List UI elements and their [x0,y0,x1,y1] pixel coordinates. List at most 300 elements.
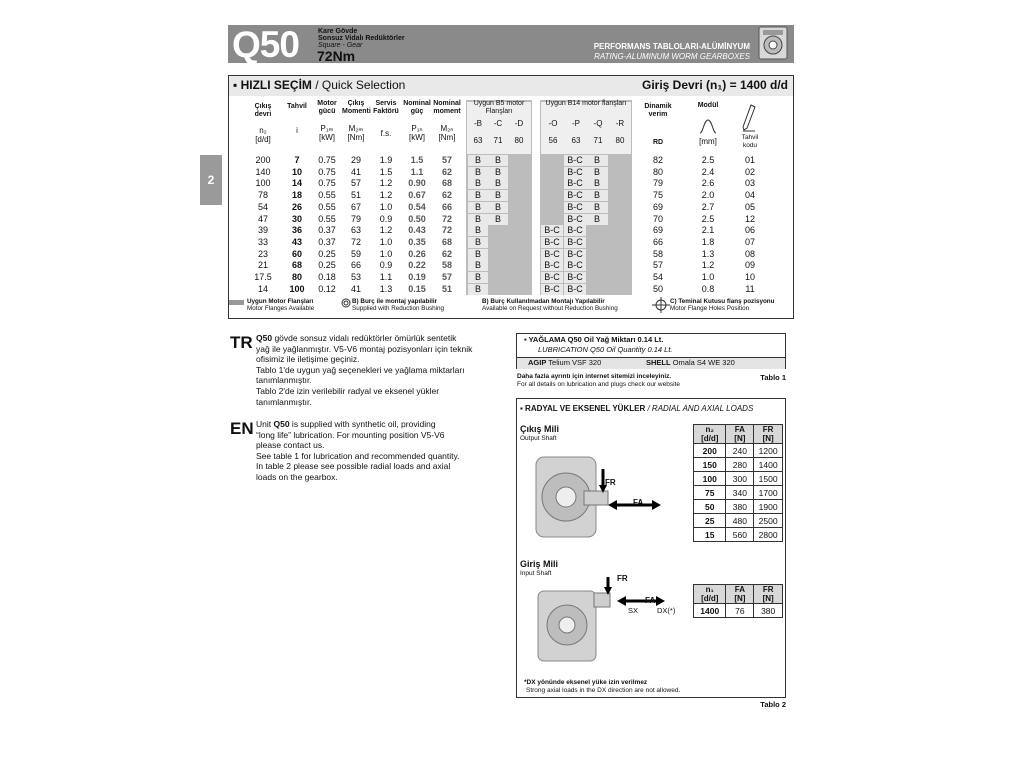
cell-m: 41 [350,283,361,294]
shell-oil [646,358,735,367]
cell-code: 07 [744,236,755,247]
hdr-kw: [kW] [319,133,335,142]
cell-b5: B [468,249,488,260]
cell-p: 0.12 [318,283,336,294]
input-loads-header-cell: FR [N] [754,585,783,604]
flange-position-icon [652,297,670,313]
text-en-line: is supplied with synthetic oil, providing [289,419,436,429]
cell-p: 0.55 [318,190,336,201]
shell-value: Omala S4 WE 320 [672,358,735,367]
text-tr-line: Tablo 2'de izin verilebilir radyal ve eksenel yükler [256,385,440,396]
input-loads-cell: 380 [754,604,783,618]
lang-en-badge: EN [230,419,254,438]
cell-pn: 0.26 [408,248,426,259]
cell-pn: 0.19 [408,272,426,282]
hdr-motor-gucu: Motor gücü [317,100,337,115]
legend-2-en: Supplied with Reduction Bushing [352,305,445,312]
cell-i: 7 [294,155,300,165]
cell-mn: 68 [441,236,452,247]
b14-code: -Q [593,119,603,128]
table-row [694,486,783,500]
cell-mn: 72 [441,213,452,224]
text-en-line: loads on the gearbox. [256,471,338,482]
output-loads-header-cell: FA [N] [726,425,754,444]
table-row [694,472,783,486]
output-loads-cell: 2500 [754,514,783,528]
cell-code: 10 [744,272,755,282]
cell-b5: B [468,214,488,225]
cell-b14: B [586,202,608,213]
text-tr-line: Tablo 1'de uygun yağ seçenekleri ve yağlama miktarları [256,364,465,375]
cell-i: 100 [289,283,305,294]
cell-n2: 54 [257,201,268,212]
cell-p: 0.55 [318,201,336,212]
b5-code: -B [474,119,482,128]
cell-b14: B-C [564,167,586,178]
cell-p: 0.37 [318,225,336,236]
output-loads-cell: 240 [726,444,754,458]
output-shaft-figure [522,447,672,547]
input-loads-header [694,585,783,604]
hdr-m: M₂ₘ [348,124,364,133]
cell-b5: B [488,190,508,201]
cell-b14: B [586,190,608,201]
output-loads-cell: 380 [726,500,754,514]
cell-fs: 1.5 [379,166,393,177]
cell-mn: 62 [441,166,452,177]
legend-1-en: Motor Flanges Available [247,305,315,312]
cell-fs: 1.2 [379,225,393,236]
input-loads-cell: 76 [726,604,754,618]
cell-rd: 80 [652,166,663,177]
output-loads-cell: 15 [694,528,726,542]
cell-fs: 0.9 [379,260,393,271]
shell-label: SHELL [646,358,671,367]
legend-4-en: Motor Flange Holes Position [670,305,750,312]
hdr-i: i [296,126,298,135]
cell-code: 12 [744,213,755,224]
cell-b14: B-C [564,155,586,166]
cell-code: 11 [745,283,755,294]
cell-code: 03 [744,178,755,189]
cell-mod: 1.0 [701,272,715,282]
cell-m: 41 [350,166,361,177]
cell-fs: 1.1 [379,272,393,282]
cell-i: 80 [291,272,302,282]
cell-pn: 0.22 [408,260,426,271]
loads-note-tr: *DX yönünde eksenel yüke izin verilmez [524,679,648,686]
hdr-nominal-guc: Nominal güç [403,100,431,115]
cell-fs: 1.3 [379,283,393,294]
cell-b5: B [468,237,488,248]
cell-n2: 140 [255,166,271,177]
hdr-cikis-devri: Çıkış devri [254,103,272,118]
cell-b5: B [488,167,508,178]
cell-b5: B [468,284,488,295]
cell-mn: 62 [441,190,452,201]
hdr-servis: Servis Faktörü [373,100,399,115]
b14-shade-white [541,102,631,154]
hdr-modul: Modül [697,102,719,109]
cell-rd: 50 [652,283,663,294]
input-loads-header-cell: n₁ [d/d] [694,585,726,604]
lubrication-note-en: For all details on lubrication and plugs check our website [517,381,680,388]
b14-code: -P [572,119,580,128]
output-loads-cell: 1400 [754,458,783,472]
b5-code: -C [493,119,503,128]
table-row [694,528,783,542]
lubrication-subtitle: LUBRICATION Q50 Oil Quantity 0.14 Lt. [538,345,673,354]
hdr-fs: f.s. [380,129,392,138]
section-tab: 2 [200,155,222,205]
hdr-tahvil-kodu: Tahvil kodu [741,134,759,149]
cell-mn: 58 [441,260,452,271]
cell-p: 0.18 [318,272,336,282]
hdr-nm-nom: [Nm] [438,133,456,142]
hdr-n2: n₂ [259,126,267,135]
header-subtitle-2: Sonsuz Vidalı Redüktörler [318,35,405,42]
cell-n2: 78 [257,190,268,201]
cell-m: 67 [350,201,361,212]
header-subtitle-3: Square - Gear [318,42,363,49]
cell-b5: B [468,190,488,201]
cell-fs: 1.0 [379,248,393,259]
cell-i: 36 [291,225,302,236]
b14-size: 63 [571,136,581,145]
cell-b14: B-C [564,260,586,271]
legend-1 [247,298,314,312]
legend-3 [482,298,618,312]
b14-size: 56 [548,136,558,145]
cell-m: 63 [350,225,361,236]
cell-i: 10 [291,166,302,177]
output-loads-cell: 50 [694,500,726,514]
input-shaft-title: Giriş Mili [520,559,559,569]
hdr-nm: [Nm] [347,133,365,142]
hdr-b5-title: Uygun B5 motor Flanşları [473,100,525,115]
loads-title-en: / RADIAL AND AXIAL LOADS [645,404,754,413]
cell-b14: B-C [541,237,563,248]
cell-i: 18 [291,190,302,201]
cell-rd: 82 [652,155,663,165]
cell-n2: 200 [255,155,271,165]
cell-b14: B-C [541,260,563,271]
cell-rd: 69 [652,225,663,236]
table-row [694,500,783,514]
cell-code: 06 [744,225,755,236]
text-en-line: See table 1 for lubrication and recommended quantity. [256,450,460,461]
cell-mod: 2.7 [701,201,715,212]
cell-m: 66 [350,260,361,271]
input-loads-table [693,584,783,618]
cell-b5: B [488,178,508,189]
cell-n2: 14 [257,283,268,294]
cell-m: 57 [350,178,361,189]
text-en-line: please contact us. [256,440,325,451]
cell-mn: 57 [441,155,452,165]
cell-n2: 33 [257,236,268,247]
cell-b14: B-C [541,249,563,260]
fa-label-output: FA [633,498,644,507]
cell-mod: 2.6 [701,178,715,189]
b5-code: -D [514,119,524,128]
hdr-n2-unit: [d/d] [255,135,271,144]
cell-b14: B [586,178,608,189]
output-loads-cell: 560 [726,528,754,542]
cell-i: 30 [291,213,302,224]
cell-p: 0.37 [318,236,336,247]
cell-n2: 21 [257,260,268,271]
header-torque: 72Nm [317,48,356,64]
cell-rd: 66 [652,236,663,247]
fr-label-input: FR [617,574,628,583]
cell-b5: B [488,202,508,213]
cell-p: 0.75 [318,178,336,189]
fa-label-input: FA [645,596,656,605]
output-loads-cell: 200 [694,444,726,458]
legend-3-en: Available on Request without Reduction Bushing [482,305,618,312]
cell-m: 53 [350,272,361,282]
loads-note-en: Strong axial loads in the DX direction are not allowed. [526,687,681,694]
output-loads-cell: 480 [726,514,754,528]
cell-mn: 68 [441,178,452,189]
text-en-line: “long life” lubrication. For mounting position V5-V6 [256,429,445,440]
cell-rd: 79 [652,178,663,189]
legend-4 [670,298,775,312]
cell-b5: B [468,155,488,166]
input-loads-header-cell: FA [N] [726,585,754,604]
cell-b5: B [468,202,488,213]
cell-m: 51 [350,190,361,201]
hdr-p: P₁ₘ [320,124,334,133]
cell-fs: 1.0 [379,201,393,212]
lubrication-title: ▪ YAĞLAMA Q50 Oil Yağ Miktarı 0.14 Lt. [524,335,664,344]
output-loads-cell: 100 [694,472,726,486]
cell-mn: 66 [441,201,452,212]
cell-n2: 17.5 [254,272,272,282]
hdr-cikis-momenti: Çıkış Momenti [342,100,371,115]
output-loads-header-cell: FR [N] [754,425,783,444]
cell-b14: B-C [564,225,586,236]
cell-mn: 57 [441,272,452,282]
cell-mn: 62 [441,248,452,259]
cell-b5: B [488,155,508,166]
title-tr: ▪ HIZLI SEÇİM [233,78,312,92]
cell-b14: B-C [564,272,586,283]
lubrication-title-text: YAĞLAMA Q50 Oil Yağ Miktarı 0.14 Lt. [528,335,664,344]
lang-tr-badge: TR [230,333,253,352]
output-loads-cell: 300 [726,472,754,486]
table-1-label: Tablo 1 [760,373,786,382]
output-loads-table [693,424,783,542]
output-loads-cell: 1700 [754,486,783,500]
cell-pn: 0.67 [408,190,426,201]
header-right-title: PERFORMANS TABLOLARI-ALÜMİNYUM [593,42,750,51]
fr-label-output: FR [605,478,616,487]
cell-rd: 57 [652,260,663,271]
cell-fs: 1.9 [379,155,393,165]
b14-code: -O [548,119,558,128]
cell-b5: B [468,260,488,271]
header-subtitle-1: Kare Gövde [318,28,358,35]
model-title: Q50 [232,24,299,65]
cell-mn: 72 [441,225,452,236]
loads-title-tr: ▪ RADYAL VE EKSENEL YÜKLER [520,404,646,413]
cell-p: 0.75 [318,155,336,165]
cell-rd: 69 [652,201,663,212]
cell-b5: B [488,214,508,225]
input-speed-label: Giriş Devri (n₁) = 1400 d/d [641,78,788,92]
cell-fs: 1.2 [379,190,393,201]
cell-p: 0.55 [318,213,336,224]
cell-code: 04 [744,190,755,201]
hdr-kw-nom: [kW] [409,133,425,142]
cell-b5: B [468,167,488,178]
cell-b14: B [586,214,608,225]
cell-pn: 0.15 [408,283,426,294]
bushing-icon [340,298,352,308]
table-2-label: Tablo 2 [760,700,786,709]
lubrication-note-tr: Daha fazla ayrıntı için internet sitemizi inceleyiniz. [517,373,672,380]
cell-rd: 58 [652,248,663,259]
cell-b5: B [468,225,488,236]
cell-mod: 1.3 [701,248,715,259]
text-tr-line: ofisimiz ile iletişime geçiniz. [256,354,360,365]
cell-mod: 2.5 [701,213,715,224]
hdr-mm: [mm] [699,137,717,146]
table-row [694,604,783,618]
cell-rd: 75 [652,190,663,201]
cell-b14: B [586,167,608,178]
cell-p: 0.25 [318,248,336,259]
cell-pn: 0.90 [408,178,426,189]
hdr-tahvil: Tahvil [287,103,307,110]
input-loads-cell: 1400 [694,604,726,618]
output-loads-cell: 150 [694,458,726,472]
hdr-p-nom: P₁ₙ [411,124,423,133]
output-loads-cell: 340 [726,486,754,500]
text-tr-model: Q50 [256,333,273,343]
text-tr-line: yağ ile yağlanmıştır. V5-V6 montaj pozisyonları için teknik [256,343,473,354]
dx-label: DX(*) [657,606,676,615]
cell-pn: 0.54 [408,201,426,212]
cell-n2: 100 [255,178,271,189]
table-row [694,458,783,472]
legend-4-tr: C) Teminal Kutusu flanş pozisyonu [670,298,775,305]
cell-pn: 0.50 [408,213,426,224]
cell-p: 0.75 [318,166,336,177]
cell-b14: B-C [564,202,586,213]
gear-logo-icon [758,26,788,60]
header-right-subtitle: RATING-ALUMINUM WORM GEARBOXES [594,52,750,61]
cell-fs: 1.0 [379,236,393,247]
loads-title [520,404,753,413]
module-curve-icon [699,118,717,134]
cell-m: 59 [350,248,361,259]
text-tr-line: gövde sonsuz vidalı redüktörler ömürlük sentetik [272,333,457,343]
cell-code: 02 [744,166,755,177]
text-tr-line: tanımlanmıştır. [256,396,312,407]
hdr-b14-title: Uygun B14 motor flanşları [545,100,627,107]
cell-n2: 23 [257,248,268,259]
legend-2 [352,298,444,312]
cell-code: 09 [744,260,755,271]
cell-b5: B [468,272,488,283]
output-loads-cell: 1900 [754,500,783,514]
output-loads-header-cell: n₂ [d/d] [694,425,726,444]
cell-pn: 1.5 [410,155,424,165]
cell-rd: 70 [652,213,663,224]
cell-i: 43 [291,236,302,247]
output-loads-cell: 25 [694,514,726,528]
cell-code: 08 [744,248,755,259]
text-tr [256,333,516,407]
cell-p: 0.25 [318,260,336,271]
cell-b14: B-C [564,190,586,201]
text-tr-line: tanımlanmıştır. [256,375,312,386]
cell-i: 60 [291,248,302,259]
hdr-m-nom: M₂ₙ [440,124,454,133]
cell-fs: 0.9 [379,213,393,224]
legend-3-tr: B) Burç Kullanılmadan Montajı Yapılabilir [482,298,605,305]
hdr-nominal-moment: Nominal moment [433,100,461,115]
output-loads-cell: 2800 [754,528,783,542]
input-shaft-subtitle: Input Shaft [520,570,552,577]
title-en: / Quick Selection [311,78,406,92]
cell-rd: 54 [652,272,663,282]
pencil-icon [742,104,756,132]
cell-mn: 51 [441,283,452,294]
agip-oil [528,358,601,367]
b14-code: -R [615,119,625,128]
cell-i: 14 [291,178,302,189]
cell-mod: 2.1 [701,225,715,236]
cell-b14: B-C [564,249,586,260]
cell-b5: B [468,178,488,189]
b14-size: 80 [615,136,625,145]
cell-mod: 2.4 [701,166,715,177]
cell-n2: 47 [257,213,268,224]
cell-i: 26 [291,201,302,212]
b5-size: 71 [493,136,503,145]
output-loads-cell: 1500 [754,472,783,486]
cell-m: 79 [350,213,361,224]
cell-b14: B-C [541,284,563,295]
quick-selection-title [233,78,405,92]
output-loads-cell: 1200 [754,444,783,458]
table-row [694,444,783,458]
cell-pn: 1.1 [410,166,424,177]
hdr-dinamik: Dinamik verim [644,103,672,118]
cell-i: 68 [291,260,302,271]
table-row [694,514,783,528]
cell-mod: 2.5 [701,155,715,165]
cell-b14: B-C [564,214,586,225]
output-shaft-subtitle: Output Shaft [520,435,557,442]
hdr-rd: RD [652,139,664,146]
legend-swatch [229,300,244,305]
legend-2-tr: B) Burç ile montaj yapılabilir [352,298,438,305]
sx-label: SX [628,606,639,615]
b5-size: 63 [473,136,483,145]
text-en-model: Q50 [273,419,290,429]
cell-fs: 1.2 [379,178,393,189]
text-en [256,419,516,483]
cell-mod: 2.0 [701,190,715,201]
cell-pn: 0.35 [408,236,426,247]
output-shaft-title: Çıkış Mili [520,424,560,434]
cell-b14: B-C [541,225,563,236]
